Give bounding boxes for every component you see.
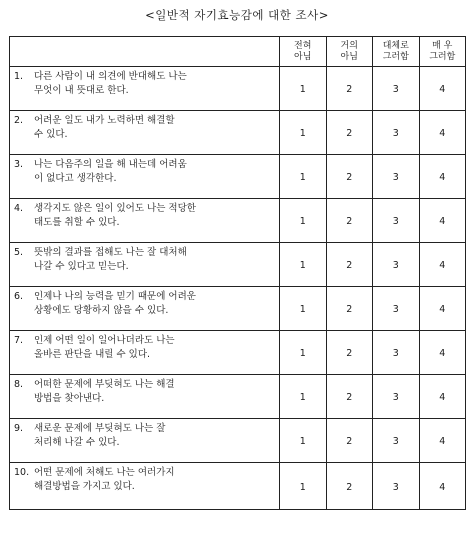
rating-value: 1 <box>299 392 306 403</box>
question-number: 7. <box>14 335 24 346</box>
rating-option-3[interactable] <box>373 155 420 199</box>
question-cell <box>10 243 280 287</box>
rating-value: 4 <box>439 436 446 447</box>
rating-option-4[interactable] <box>419 375 466 419</box>
question-number: 6. <box>14 291 24 302</box>
rating-value: 4 <box>439 304 446 315</box>
question-number: 1. <box>14 71 24 82</box>
rating-option-2[interactable] <box>326 375 373 419</box>
question-row <box>10 67 466 111</box>
rating-value: 2 <box>346 348 353 359</box>
rating-value: 1 <box>299 348 306 359</box>
rating-option-1[interactable] <box>280 111 327 155</box>
header-mostly: 대체로 그러함 <box>373 37 420 67</box>
rating-value: 4 <box>439 260 446 271</box>
rating-value: 4 <box>439 172 446 183</box>
question-text: 어려운 일도 내가 노력하면 해결할 수 있다. <box>34 115 175 140</box>
rating-option-1[interactable] <box>280 67 327 111</box>
rating-option-1[interactable] <box>280 155 327 199</box>
rating-value: 1 <box>299 172 306 183</box>
question-text: 다른 사람이 내 의견에 반대해도 나는 무엇이 내 뜻대로 한다. <box>34 71 187 96</box>
rating-option-2[interactable] <box>326 243 373 287</box>
question-text: 생각지도 않은 일이 있어도 나는 적당한 태도를 취할 수 있다. <box>34 203 196 228</box>
question-number: 10. <box>14 467 30 478</box>
rating-value: 3 <box>392 172 399 183</box>
rating-option-3[interactable] <box>373 463 420 510</box>
rating-option-1[interactable] <box>280 375 327 419</box>
rating-value: 3 <box>392 84 399 95</box>
question-text: 뜻밖의 결과를 접해도 나는 잘 대처해 나갈 수 있다고 믿는다. <box>34 247 187 272</box>
rating-value: 2 <box>346 216 353 227</box>
rating-value: 3 <box>392 436 399 447</box>
header-not-at-all: 전혀 아님 <box>280 37 327 67</box>
question-row <box>10 419 466 463</box>
rating-option-1[interactable] <box>280 331 327 375</box>
rating-option-1[interactable] <box>280 287 327 331</box>
rating-option-4[interactable] <box>419 287 466 331</box>
rating-option-3[interactable] <box>373 419 420 463</box>
rating-value: 3 <box>392 260 399 271</box>
question-cell <box>10 419 280 463</box>
question-row <box>10 243 466 287</box>
rating-value: 2 <box>346 481 353 493</box>
document-title: <일반적 자기효능감에 대한 조사> <box>145 8 329 22</box>
question-row <box>10 331 466 375</box>
rating-option-2[interactable] <box>326 111 373 155</box>
survey-table <box>9 36 466 510</box>
rating-value: 4 <box>439 392 446 403</box>
question-text: 나는 다음주의 일을 해 내는데 어려움 이 없다고 생각한다. <box>34 159 187 184</box>
question-cell <box>10 331 280 375</box>
rating-option-3[interactable] <box>373 331 420 375</box>
header-row <box>10 37 466 67</box>
rating-option-4[interactable] <box>419 199 466 243</box>
rating-value: 3 <box>392 128 399 139</box>
question-number: 5. <box>14 247 24 258</box>
question-number: 9. <box>14 423 24 434</box>
question-text: 새로운 문제에 부딪혀도 나는 잘 처리해 나갈 수 있다. <box>34 423 166 448</box>
question-cell <box>10 111 280 155</box>
rating-option-3[interactable] <box>373 287 420 331</box>
header-hardly: 거의 아님 <box>326 37 373 67</box>
rating-value: 3 <box>392 348 399 359</box>
question-cell <box>10 67 280 111</box>
rating-value: 2 <box>346 304 353 315</box>
rating-value: 2 <box>346 260 353 271</box>
rating-option-2[interactable] <box>326 67 373 111</box>
rating-option-4[interactable] <box>419 243 466 287</box>
rating-value: 1 <box>299 436 306 447</box>
question-row <box>10 199 466 243</box>
rating-option-4[interactable] <box>419 463 466 510</box>
rating-value: 2 <box>346 392 353 403</box>
rating-value: 2 <box>346 128 353 139</box>
question-text: 어떠한 문제에 부딪혀도 나는 해결 방법을 찾아낸다. <box>34 379 175 404</box>
question-text: 인제나 나의 능력을 믿기 때문에 어려운 상황에도 당황하지 않을 수 있다. <box>34 291 196 316</box>
rating-value: 1 <box>299 84 306 95</box>
question-text: 어떤 문제에 처해도 나는 여러가지 해결방법을 가지고 있다. <box>34 467 175 492</box>
rating-option-1[interactable] <box>280 463 327 510</box>
rating-value: 4 <box>439 84 446 95</box>
rating-option-3[interactable] <box>373 199 420 243</box>
rating-value: 2 <box>346 84 353 95</box>
rating-option-2[interactable] <box>326 419 373 463</box>
rating-value: 4 <box>439 216 446 227</box>
question-cell <box>10 375 280 419</box>
rating-option-4[interactable] <box>419 155 466 199</box>
question-row <box>10 463 466 510</box>
question-header <box>10 37 280 67</box>
question-cell <box>10 155 280 199</box>
header-very-much: 매 우 그러함 <box>419 37 466 67</box>
rating-option-1[interactable] <box>280 419 327 463</box>
question-row <box>10 287 466 331</box>
rating-option-2[interactable] <box>326 155 373 199</box>
question-cell <box>10 463 280 510</box>
rating-option-2[interactable] <box>326 199 373 243</box>
rating-value: 3 <box>392 392 399 403</box>
rating-value: 1 <box>299 128 306 139</box>
rating-option-3[interactable] <box>373 67 420 111</box>
rating-value: 4 <box>439 481 446 493</box>
rating-value: 1 <box>299 216 306 227</box>
question-row <box>10 375 466 419</box>
rating-value: 4 <box>439 128 446 139</box>
rating-value: 3 <box>392 481 399 493</box>
questions-body <box>10 67 466 510</box>
rating-option-4[interactable] <box>419 111 466 155</box>
rating-option-2[interactable] <box>326 331 373 375</box>
question-number: 8. <box>14 379 24 390</box>
rating-value: 2 <box>346 172 353 183</box>
rating-option-3[interactable] <box>373 375 420 419</box>
rating-option-3[interactable] <box>373 111 420 155</box>
rating-value: 2 <box>346 436 353 447</box>
rating-value: 1 <box>299 260 306 271</box>
rating-option-1[interactable] <box>280 199 327 243</box>
rating-value: 3 <box>392 304 399 315</box>
question-cell <box>10 199 280 243</box>
rating-option-2[interactable] <box>326 463 373 510</box>
rating-option-3[interactable] <box>373 243 420 287</box>
question-cell <box>10 287 280 331</box>
rating-option-4[interactable] <box>419 67 466 111</box>
rating-value: 3 <box>392 216 399 227</box>
rating-option-2[interactable] <box>326 287 373 331</box>
rating-value: 1 <box>299 304 306 315</box>
rating-option-1[interactable] <box>280 243 327 287</box>
question-row <box>10 155 466 199</box>
question-text: 인제 어떤 일이 일어나더라도 나는 올바른 판단을 내릴 수 있다. <box>34 335 175 360</box>
rating-option-4[interactable] <box>419 331 466 375</box>
question-number: 2. <box>14 115 24 126</box>
rating-option-4[interactable] <box>419 419 466 463</box>
rating-value: 1 <box>299 481 306 493</box>
rating-value: 4 <box>439 348 446 359</box>
question-number: 3. <box>14 159 24 170</box>
question-row <box>10 111 466 155</box>
question-number: 4. <box>14 203 24 214</box>
